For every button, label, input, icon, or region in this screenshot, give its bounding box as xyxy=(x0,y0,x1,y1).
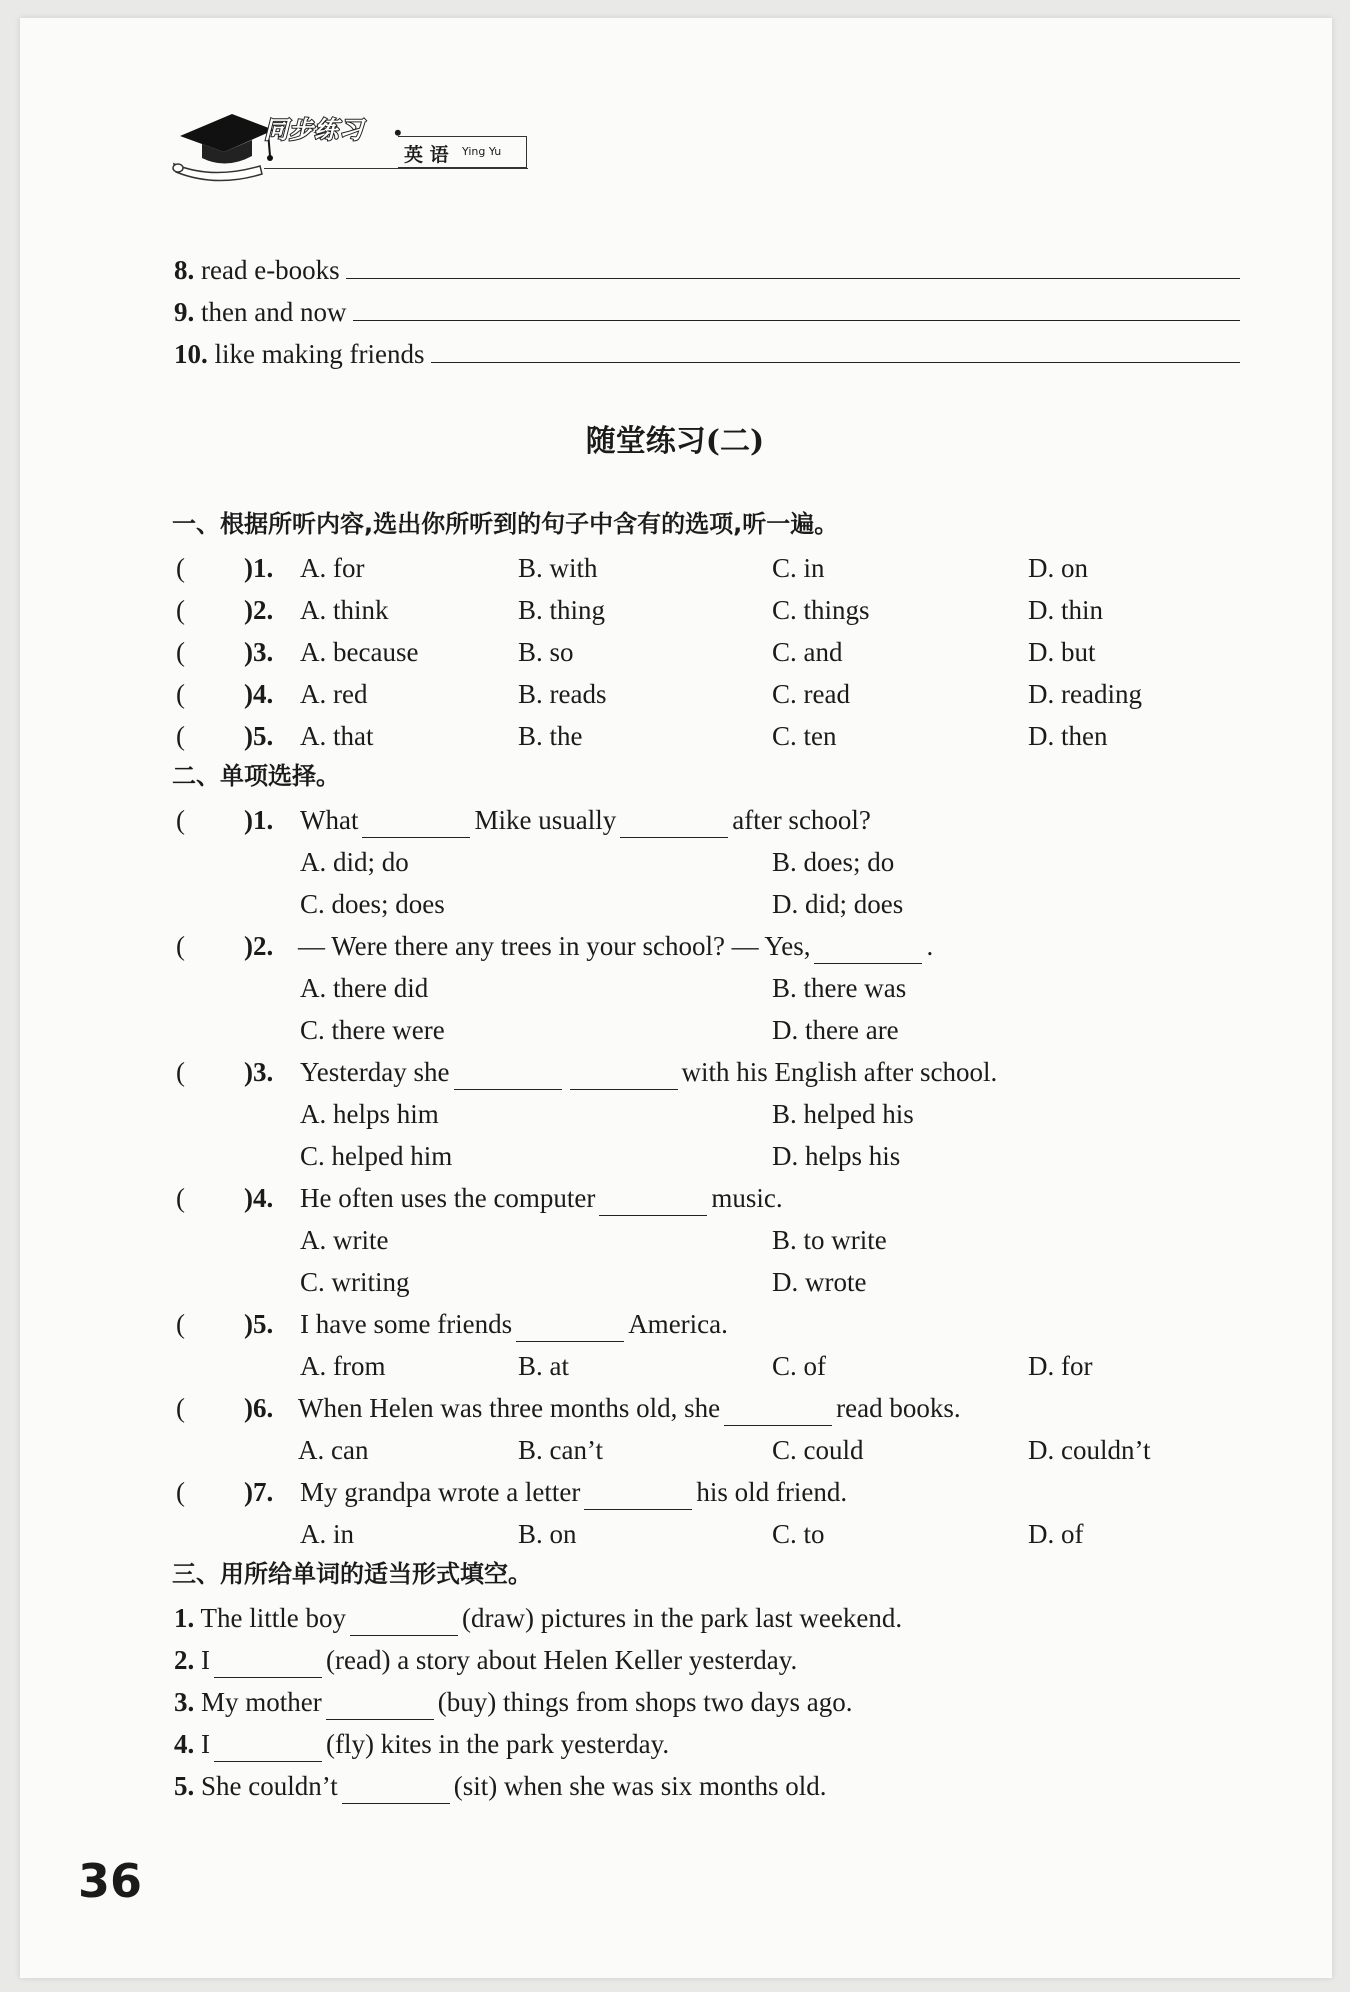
blank[interactable] xyxy=(342,1777,450,1804)
answer-paren[interactable]: ( xyxy=(176,553,185,583)
section-heading: 三、用所给单词的适当形式填空。 xyxy=(172,1560,532,1588)
options-row xyxy=(0,1432,1350,1468)
option-a: A. from xyxy=(300,1351,386,1381)
blank[interactable] xyxy=(516,1315,624,1342)
option-d: D. on xyxy=(1028,553,1088,583)
option-b: B. so xyxy=(518,637,574,667)
option-b: B. can’t xyxy=(518,1435,603,1465)
blank[interactable] xyxy=(570,1063,678,1090)
option-c: C. of xyxy=(772,1351,826,1381)
blank[interactable] xyxy=(724,1399,832,1426)
section-heading: 一、根据所听内容,选出你所听到的句子中含有的选项,听一遍。 xyxy=(172,510,839,538)
blank[interactable] xyxy=(814,937,922,964)
page-number: 36 xyxy=(78,1854,143,1908)
option-b: B. reads xyxy=(518,679,607,709)
option-a: A. there did xyxy=(300,973,429,1003)
question-number: )6. xyxy=(244,1393,274,1423)
option-d: D. but xyxy=(1028,637,1096,667)
section-heading: 二、单项选择。 xyxy=(172,762,340,790)
question-number: )2. xyxy=(244,595,274,625)
question-number: )3. xyxy=(244,637,274,667)
header-logo xyxy=(172,106,532,186)
item-number: 9. xyxy=(174,297,195,327)
question-stem: Yesterday she with his English after school. xyxy=(300,1054,997,1090)
option-a: A. can xyxy=(298,1435,369,1465)
option-b: B. the xyxy=(518,721,583,751)
option-d: D. reading xyxy=(1028,679,1142,709)
fill-sentence: 2. I (read) a story about Helen Keller yesterday. xyxy=(174,1642,797,1678)
option-c: C. helped him xyxy=(300,1141,453,1171)
option-c: C. and xyxy=(772,637,843,667)
option-d: D. thin xyxy=(1028,595,1104,625)
mcq-question xyxy=(0,1180,1350,1216)
option-d: D. there are xyxy=(772,1015,899,1045)
question-number: )4. xyxy=(244,1183,274,1213)
answer-line[interactable] xyxy=(353,294,1240,321)
question-number: )3. xyxy=(244,1057,274,1087)
item-text: read e-books xyxy=(201,255,340,285)
answer-paren[interactable]: ( xyxy=(176,1477,185,1507)
blank[interactable] xyxy=(350,1609,458,1636)
options-row xyxy=(0,844,1350,880)
question-stem: My grandpa wrote a letter his old friend. xyxy=(300,1474,847,1510)
fill-sentence: 4. I (fly) kites in the park yesterday. xyxy=(174,1726,669,1762)
mcq-question xyxy=(0,1306,1350,1342)
answer-line[interactable] xyxy=(346,252,1240,279)
options-row xyxy=(0,1222,1350,1258)
options-row xyxy=(0,1138,1350,1174)
subject-pinyin: Ying Yu xyxy=(462,145,502,158)
options-row xyxy=(0,1516,1350,1552)
subject-cn: 英 语 xyxy=(404,144,449,166)
option-a: A. because xyxy=(300,637,419,667)
option-c: C. things xyxy=(772,595,870,625)
blank[interactable] xyxy=(362,811,470,838)
listening-item xyxy=(0,676,1350,712)
mcq-question xyxy=(0,802,1350,838)
option-c: C. ten xyxy=(772,721,837,751)
options-row xyxy=(0,886,1350,922)
options-row xyxy=(0,1264,1350,1300)
blank[interactable] xyxy=(620,811,728,838)
question-stem: What Mike usually after school? xyxy=(300,802,871,838)
option-d: D. helps his xyxy=(772,1141,901,1171)
option-b: B. to write xyxy=(772,1225,887,1255)
listening-item xyxy=(0,550,1350,586)
option-b: B. does; do xyxy=(772,847,895,877)
option-c: C. read xyxy=(772,679,850,709)
question-stem: I have some friends America. xyxy=(300,1306,728,1342)
answer-paren[interactable]: ( xyxy=(176,1057,185,1087)
option-d: D. of xyxy=(1028,1519,1084,1549)
answer-line[interactable] xyxy=(431,336,1240,363)
option-a: A. did; do xyxy=(300,847,409,877)
option-b: B. thing xyxy=(518,595,606,625)
fill-sentence: 1. The little boy (draw) pictures in the park last weekend. xyxy=(174,1600,902,1636)
item-number: 8. xyxy=(174,255,195,285)
options-row xyxy=(0,1096,1350,1132)
question-number: )1. xyxy=(244,805,274,835)
fill-item xyxy=(0,1600,1350,1636)
answer-paren[interactable]: ( xyxy=(176,931,185,961)
translate-item xyxy=(174,294,1240,330)
options-row xyxy=(0,970,1350,1006)
fill-item xyxy=(0,1768,1350,1804)
item-number: 10. xyxy=(174,339,208,369)
option-a: A. think xyxy=(300,595,389,625)
question-number: )2. xyxy=(244,931,274,961)
options-row xyxy=(0,1348,1350,1384)
option-c: C. there were xyxy=(300,1015,445,1045)
blank[interactable] xyxy=(326,1693,434,1720)
answer-paren[interactable]: ( xyxy=(176,721,185,751)
answer-paren[interactable]: ( xyxy=(176,595,185,625)
option-a: A. in xyxy=(300,1519,354,1549)
option-a: A. red xyxy=(300,679,368,709)
option-d: D. then xyxy=(1028,721,1108,751)
blank[interactable] xyxy=(599,1189,707,1216)
option-c: C. does; does xyxy=(300,889,445,919)
answer-paren[interactable]: ( xyxy=(176,1183,185,1213)
item-text: like making friends xyxy=(214,339,425,369)
option-d: D. wrote xyxy=(772,1267,867,1297)
question-number: )5. xyxy=(244,721,274,751)
mcq-question xyxy=(0,1474,1350,1510)
fill-sentence: 3. My mother (buy) things from shops two days ago. xyxy=(174,1684,852,1720)
option-b: B. at xyxy=(518,1351,569,1381)
header-dot: • xyxy=(394,120,402,145)
question-stem: When Helen was three months old, she read books. xyxy=(298,1390,961,1426)
brand-title: 同步练习 xyxy=(264,116,364,144)
answer-paren[interactable]: ( xyxy=(176,1309,185,1339)
listening-item xyxy=(0,718,1350,754)
fill-item xyxy=(0,1642,1350,1678)
blank[interactable] xyxy=(214,1735,322,1762)
fill-item xyxy=(0,1684,1350,1720)
option-c: C. in xyxy=(772,553,825,583)
blank[interactable] xyxy=(214,1651,322,1678)
option-b: B. with xyxy=(518,553,598,583)
mcq-question xyxy=(0,1054,1350,1090)
fill-item xyxy=(0,1726,1350,1762)
mcq-question xyxy=(0,928,1350,964)
blank[interactable] xyxy=(584,1483,692,1510)
option-c: C. writing xyxy=(300,1267,410,1297)
question-stem: — Were there any trees in your school? — Yes, . xyxy=(298,928,933,964)
question-number: )1. xyxy=(244,553,274,583)
option-c: C. could xyxy=(772,1435,864,1465)
option-a: A. that xyxy=(300,721,374,751)
option-d: D. did; does xyxy=(772,889,904,919)
answer-paren[interactable]: ( xyxy=(176,1393,185,1423)
question-number: )7. xyxy=(244,1477,274,1507)
option-a: A. for xyxy=(300,553,365,583)
translate-item xyxy=(174,252,1240,288)
answer-paren[interactable]: ( xyxy=(176,679,185,709)
option-a: A. write xyxy=(300,1225,389,1255)
option-c: C. to xyxy=(772,1519,825,1549)
listening-item xyxy=(0,634,1350,670)
options-row xyxy=(0,1012,1350,1048)
option-a: A. helps him xyxy=(300,1099,439,1129)
mcq-question xyxy=(0,1390,1350,1426)
option-b: B. there was xyxy=(772,973,907,1003)
option-d: D. for xyxy=(1028,1351,1093,1381)
blank[interactable] xyxy=(454,1063,562,1090)
question-stem: He often uses the computer music. xyxy=(300,1180,783,1216)
translate-item xyxy=(174,336,1240,372)
question-number: )5. xyxy=(244,1309,274,1339)
option-b: B. on xyxy=(518,1519,577,1549)
page-title: 随堂练习(二) xyxy=(585,424,765,459)
item-text: then and now xyxy=(201,297,347,327)
option-b: B. helped his xyxy=(772,1099,914,1129)
subject-box xyxy=(398,136,527,168)
answer-paren[interactable]: ( xyxy=(176,637,185,667)
option-d: D. couldn’t xyxy=(1028,1435,1151,1465)
answer-paren[interactable]: ( xyxy=(176,805,185,835)
fill-sentence: 5. She couldn’t (sit) when she was six months old. xyxy=(174,1768,826,1804)
question-number: )4. xyxy=(244,679,274,709)
listening-item xyxy=(0,592,1350,628)
header-underline xyxy=(264,168,528,169)
